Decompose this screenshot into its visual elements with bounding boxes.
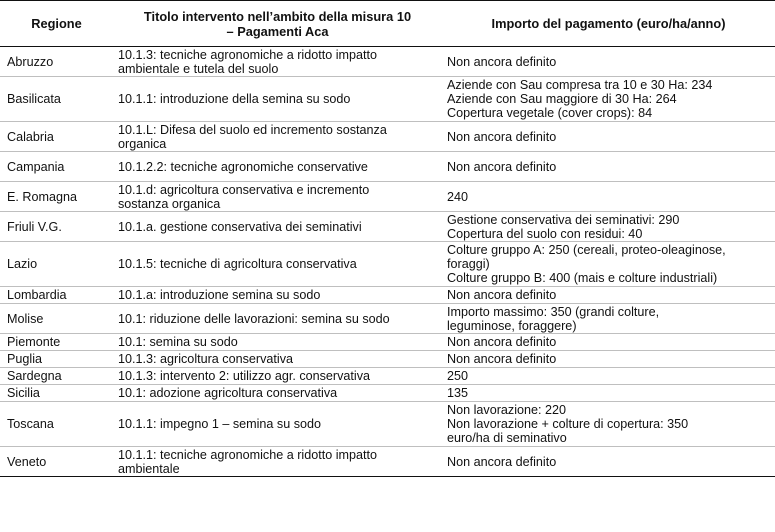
cell-importo [442,77,775,122]
cell-titolo [113,304,442,334]
cell-importo-line: Colture gruppo B: 400 (mais e colture industriali) [447,271,718,285]
cell-importo [442,304,775,334]
table-row [0,212,775,242]
table-row [0,385,775,402]
cell-titolo [113,242,442,287]
cell-importo-line: Non lavorazione: 220 [447,403,567,417]
cell-regione: Puglia [0,351,113,368]
cell-importo-line: Non ancora definito [447,54,557,69]
header-regione: Regione [0,1,113,47]
cell-importo [442,212,775,242]
cell-titolo [113,447,442,477]
cell-titolo-line: ambientale e tutela del suolo [118,61,279,76]
table-row [0,334,775,351]
cell-titolo [113,77,442,122]
cell-importo [442,402,775,447]
cell-importo-line: Importo massimo: 350 (grandi colture, [447,304,660,319]
cell-titolo-line: 10.1.L: Difesa del suolo ed incremento sostanza [118,122,387,137]
cell-importo-line: 135 [447,386,469,400]
cell-titolo [113,47,442,77]
cell-regione: Piemonte [0,334,113,351]
table-row [0,182,775,212]
cell-titolo [113,122,442,152]
header-row [0,1,775,47]
cell-importo-line: Non ancora definito [447,352,557,366]
cell-titolo-line: ambientale [118,461,180,476]
table-row [0,402,775,447]
cell-importo-line: 250 [447,369,469,383]
cell-titolo [113,351,442,368]
cell-titolo-line: 10.1.3: intervento 2: utilizzo agr. conservativa [118,369,371,383]
cell-titolo [113,368,442,385]
cell-importo [442,287,775,304]
cell-regione: Sicilia [0,385,113,402]
cell-regione: Abruzzo [0,47,113,77]
table-header [0,1,775,47]
cell-titolo [113,385,442,402]
cell-importo-line: euro/ha di seminativo [447,431,567,445]
cell-importo-line: Non ancora definito [447,288,557,302]
cell-importo-line: Non ancora definito [447,159,557,174]
cell-importo [442,182,775,212]
cell-titolo [113,287,442,304]
cell-importo-line: Gestione conservativa dei seminativi: 290 [447,212,680,227]
cell-regione: E. Romagna [0,182,113,212]
cell-titolo-line: 10.1.a. gestione conservativa dei seminativi [118,219,362,234]
cell-importo-line: Colture gruppo A: 250 (cereali, proteo-oleaginose, [447,243,726,257]
table-row [0,77,775,122]
table-row [0,47,775,77]
cell-importo [442,122,775,152]
table-row [0,122,775,152]
table-row [0,242,775,287]
cell-importo-line: Non ancora definito [447,335,557,349]
cell-importo-line: foraggi) [447,257,490,271]
cell-titolo-line: 10.1.a: introduzione semina su sodo [118,288,321,302]
cell-titolo [113,212,442,242]
table-body [0,47,775,477]
cell-titolo-line: 10.1: adozione agricoltura conservativa [118,386,338,400]
cell-regione: Calabria [0,122,113,152]
cell-regione: Veneto [0,447,113,477]
cell-importo [442,351,775,368]
cell-titolo [113,152,442,182]
cell-titolo-line: 10.1.1: tecniche agronomiche a ridotto impatto [118,447,378,462]
cell-importo-line: Non ancora definito [447,129,557,144]
table-row [0,152,775,182]
cell-regione: Toscana [0,402,113,447]
header-importo: Importo del pagamento (euro/ha/anno) [442,1,775,47]
cell-titolo-line: 10.1.1: introduzione della semina su sodo [118,92,351,106]
header-titolo-line1: Titolo intervento nell’ambito della misura 10 [143,8,412,24]
cell-importo [442,152,775,182]
cell-titolo-line: 10.1.2.2: tecniche agronomiche conservative [118,159,368,174]
cell-titolo-line: 10.1.3: tecniche agronomiche a ridotto impatto [118,47,378,62]
cell-importo [442,334,775,351]
cell-importo [442,447,775,477]
cell-titolo-line: 10.1.3: agricoltura conservativa [118,352,294,366]
cell-titolo-line: 10.1.1: impegno 1 – semina su sodo [118,417,322,431]
cell-titolo [113,334,442,351]
cell-importo-line: Copertura vegetale (cover crops): 84 [447,106,653,120]
cell-importo-line: Aziende con Sau compresa tra 10 e 30 Ha: 234 [447,78,713,92]
cell-regione: Basilicata [0,77,113,122]
cell-titolo-line: organica [118,136,167,151]
cell-importo-line: Non lavorazione + colture di copertura: 350 [447,417,689,431]
cell-titolo-line: 10.1.5: tecniche di agricoltura conservativa [118,257,357,271]
cell-titolo-line: 10.1.d: agricoltura conservativa e incremento [118,182,370,197]
table-row [0,447,775,477]
cell-regione: Lombardia [0,287,113,304]
table-row [0,351,775,368]
cell-importo-line: Copertura del suolo con residui: 40 [447,226,643,241]
cell-titolo [113,402,442,447]
cell-titolo-line: 10.1: riduzione delle lavorazioni: semina su sodo [118,311,390,326]
table-row [0,287,775,304]
table-row [0,368,775,385]
cell-regione: Campania [0,152,113,182]
cell-regione: Sardegna [0,368,113,385]
cell-importo-line: 240 [447,189,469,204]
cell-titolo [113,182,442,212]
cell-importo-line: Non ancora definito [447,454,557,469]
cell-regione: Friuli V.G. [0,212,113,242]
cell-importo [442,368,775,385]
cell-titolo-line: sostanza organica [118,196,221,211]
cell-regione: Molise [0,304,113,334]
table-row [0,304,775,334]
cell-titolo-line: 10.1: semina su sodo [118,335,238,349]
cell-importo-line: Aziende con Sau maggiore di 30 Ha: 264 [447,92,677,106]
cell-regione: Lazio [0,242,113,287]
cell-importo [442,385,775,402]
header-titolo [113,1,442,47]
cell-importo [442,47,775,77]
header-titolo-line2: – Pagamenti Aca [226,23,329,39]
cell-importo [442,242,775,287]
cell-importo-line: leguminose, foraggere) [447,318,577,333]
